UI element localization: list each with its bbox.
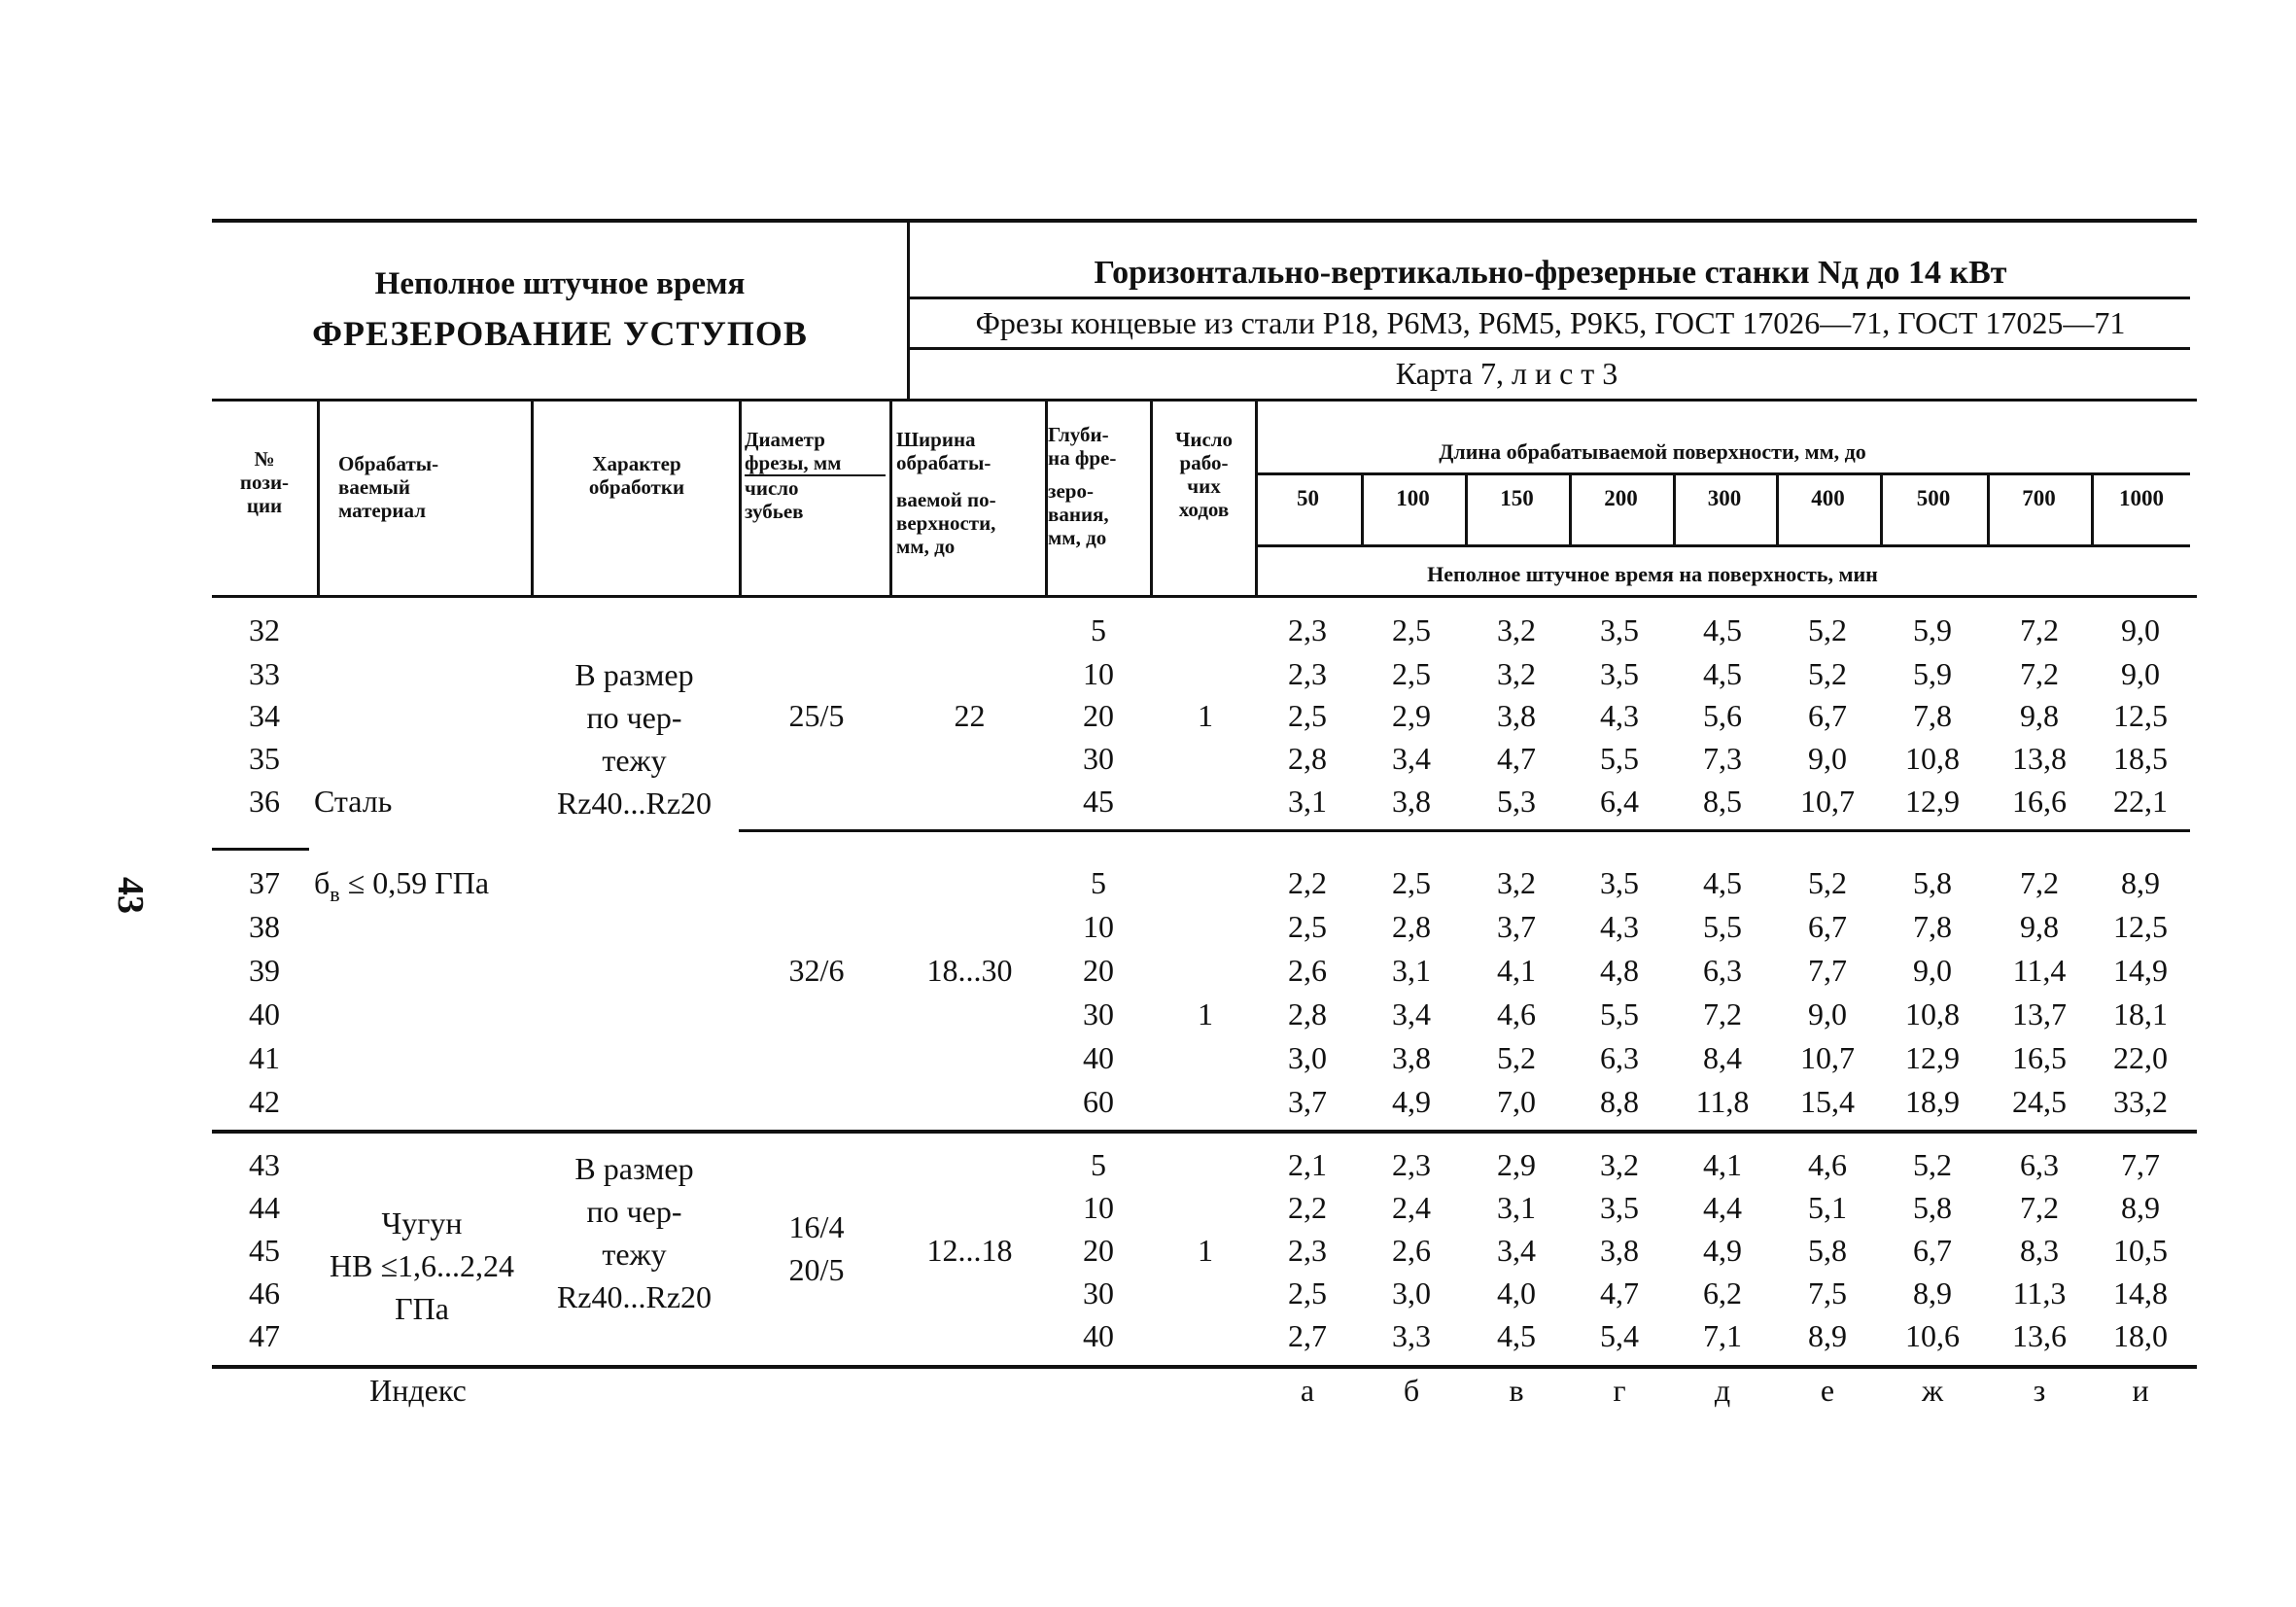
time-cell: 4,6 bbox=[1497, 996, 1536, 1031]
col-header-material-line: материал bbox=[338, 499, 426, 522]
time-cell: 13,7 bbox=[2012, 996, 2067, 1031]
col-header-passes-line: рабо- bbox=[1179, 451, 1229, 474]
time-cell: 10,8 bbox=[1905, 741, 1960, 776]
left-header-line2: ФРЕЗЕРОВАНИЕ УСТУПОВ bbox=[312, 314, 808, 353]
time-cell: 16,6 bbox=[2012, 784, 2067, 819]
position-cell: 37 bbox=[249, 865, 280, 900]
time-cell: 5,8 bbox=[1913, 865, 1952, 900]
width-cell: 22 bbox=[954, 698, 986, 733]
time-cell: 2,3 bbox=[1288, 1233, 1327, 1268]
time-cell: 10,7 bbox=[1800, 1040, 1855, 1075]
time-cell: 6,4 bbox=[1600, 784, 1639, 819]
time-cell: 7,8 bbox=[1913, 698, 1952, 733]
passes-cell: 1 bbox=[1198, 698, 1213, 733]
col-header-width-line: мм, до bbox=[896, 535, 956, 558]
time-cell: 3,7 bbox=[1497, 909, 1536, 944]
time-cell: 18,0 bbox=[2113, 1318, 2168, 1353]
col-header-width-line: обрабаты- bbox=[896, 451, 991, 474]
time-cell: 3,2 bbox=[1497, 612, 1536, 647]
depth-cell: 5 bbox=[1091, 1147, 1106, 1182]
time-cell: 5,2 bbox=[1808, 612, 1847, 647]
time-cell: 8,3 bbox=[2020, 1233, 2059, 1268]
col-header-width-line: Ширина bbox=[896, 428, 976, 451]
group2-rule bbox=[212, 1130, 2197, 1134]
position-cell: 36 bbox=[249, 784, 280, 819]
time-cell: 5,2 bbox=[1497, 1040, 1536, 1075]
time-cell: 4,5 bbox=[1703, 656, 1742, 691]
time-cell: 5,5 bbox=[1703, 909, 1742, 944]
time-cell: 9,0 bbox=[1808, 996, 1847, 1031]
strength-symbol: б bbox=[314, 865, 330, 900]
time-cell: 2,8 bbox=[1288, 741, 1327, 776]
time-cell: 4,8 bbox=[1600, 953, 1639, 988]
time-cell: 2,3 bbox=[1288, 612, 1327, 647]
time-cell: 4,9 bbox=[1703, 1233, 1742, 1268]
time-cell: 2,9 bbox=[1392, 698, 1431, 733]
time-cell: 7,2 bbox=[2020, 1190, 2059, 1225]
time-cell: 12,9 bbox=[1905, 1040, 1960, 1075]
depth-cell: 30 bbox=[1083, 1275, 1114, 1310]
time-cell: 7,1 bbox=[1703, 1318, 1742, 1353]
length-value-200: 200 bbox=[1604, 486, 1638, 510]
time-cell: 4,1 bbox=[1497, 953, 1536, 988]
passes-cell: 1 bbox=[1198, 996, 1213, 1031]
time-cell: 2,8 bbox=[1288, 996, 1327, 1031]
card-header: Карта 7, л и с т 3 bbox=[1395, 356, 1618, 391]
depth-cell: 20 bbox=[1083, 1233, 1114, 1268]
col-header-depth-line: мм, до bbox=[1048, 526, 1107, 549]
diameter-cell bbox=[748, 1205, 885, 1291]
time-cell: 5,4 bbox=[1600, 1318, 1639, 1353]
col-header-width-line: ваемой по- bbox=[896, 488, 996, 511]
time-cell: 6,2 bbox=[1703, 1275, 1742, 1310]
time-cell: 5,1 bbox=[1808, 1190, 1847, 1225]
table-row bbox=[0, 1147, 2296, 1190]
time-cell: 6,3 bbox=[1600, 1040, 1639, 1075]
time-cell: 4,5 bbox=[1703, 612, 1742, 647]
table-row bbox=[0, 741, 2296, 784]
time-cell: 2,5 bbox=[1392, 865, 1431, 900]
time-cell: 10,7 bbox=[1800, 784, 1855, 819]
time-cell: 3,0 bbox=[1392, 1275, 1431, 1310]
processing-line: тежу bbox=[602, 1237, 667, 1272]
time-cell: 9,0 bbox=[1913, 953, 1952, 988]
position-cell: 44 bbox=[249, 1190, 280, 1225]
machines-header: Горизонтально-вертикально-фрезерные станки Nд до 14 кВт bbox=[1094, 255, 2007, 291]
time-cell: 2,5 bbox=[1288, 1275, 1327, 1310]
time-cell: 2,9 bbox=[1497, 1147, 1536, 1182]
position-cell: 47 bbox=[249, 1318, 280, 1353]
time-cell: 5,3 bbox=[1497, 784, 1536, 819]
table-row bbox=[0, 953, 2296, 996]
col-header-passes-line: Число bbox=[1174, 428, 1234, 451]
depth-cell: 30 bbox=[1083, 741, 1114, 776]
depth-cell: 20 bbox=[1083, 698, 1114, 733]
diameter-cell: 25/5 bbox=[788, 698, 845, 733]
table-row bbox=[0, 909, 2296, 952]
material-line: Чугун bbox=[381, 1205, 463, 1240]
time-cell: 6,7 bbox=[1808, 698, 1847, 733]
index-value: д bbox=[1714, 1373, 1731, 1408]
col-header-position-line: ции bbox=[246, 494, 283, 517]
time-cell: 13,8 bbox=[2012, 741, 2067, 776]
time-cell: 3,8 bbox=[1392, 1040, 1431, 1075]
time-cell: 3,3 bbox=[1392, 1318, 1431, 1353]
index-value: г bbox=[1613, 1373, 1626, 1408]
time-cell: 5,9 bbox=[1913, 612, 1952, 647]
time-cell: 2,3 bbox=[1392, 1147, 1431, 1182]
time-cell: 3,1 bbox=[1392, 953, 1431, 988]
length-value-400: 400 bbox=[1811, 486, 1845, 510]
time-cell: 12,5 bbox=[2113, 909, 2168, 944]
time-cell: 3,8 bbox=[1600, 1233, 1639, 1268]
time-cell: 4,0 bbox=[1497, 1275, 1536, 1310]
header-rule-1 bbox=[909, 297, 2190, 299]
time-cell: 2,2 bbox=[1288, 865, 1327, 900]
processing-line: по чер- bbox=[586, 1194, 682, 1229]
position-cell: 43 bbox=[249, 1147, 280, 1182]
col-header-depth-line: зеро- bbox=[1048, 479, 1094, 503]
time-cell: 10,5 bbox=[2113, 1233, 2168, 1268]
diameter-line: 16/4 bbox=[788, 1209, 845, 1244]
depth-cell: 45 bbox=[1083, 784, 1114, 819]
index-label: Индекс bbox=[369, 1373, 467, 1408]
time-cell: 7,2 bbox=[2020, 865, 2059, 900]
length-value-150: 150 bbox=[1500, 486, 1534, 510]
time-cell: 3,4 bbox=[1392, 996, 1431, 1031]
header-divider bbox=[907, 219, 910, 400]
time-cell: 11,3 bbox=[2012, 1275, 2067, 1310]
col-header-depth-line: Глуби- bbox=[1048, 423, 1109, 446]
length-value-500: 500 bbox=[1916, 486, 1951, 510]
time-cell: 4,5 bbox=[1703, 865, 1742, 900]
time-cell: 15,4 bbox=[1800, 1084, 1855, 1119]
time-cell: 7,8 bbox=[1913, 909, 1952, 944]
time-cell: 2,8 bbox=[1392, 909, 1431, 944]
header-col-separator bbox=[317, 400, 320, 597]
col-header-position-line: № bbox=[254, 447, 275, 471]
time-cell: 6,3 bbox=[2020, 1147, 2059, 1182]
col-header-diameter-line: зубьев bbox=[745, 500, 804, 523]
col-header-diameter bbox=[745, 428, 886, 523]
time-cell: 13,6 bbox=[2012, 1318, 2067, 1353]
time-cell: 4,7 bbox=[1600, 1275, 1639, 1310]
time-cell: 18,5 bbox=[2113, 741, 2168, 776]
time-cell: 9,8 bbox=[2020, 909, 2059, 944]
position-cell: 38 bbox=[249, 909, 280, 944]
diameter-line: 20/5 bbox=[788, 1252, 845, 1287]
depth-cell: 20 bbox=[1083, 953, 1114, 988]
time-cell: 7,7 bbox=[2121, 1147, 2160, 1182]
material-cell: Сталь bbox=[314, 784, 393, 819]
time-cell: 2,7 bbox=[1288, 1318, 1327, 1353]
processing-line: В размер bbox=[574, 657, 694, 692]
time-cell: 3,1 bbox=[1288, 784, 1327, 819]
time-cell: 4,5 bbox=[1497, 1318, 1536, 1353]
processing-line: Rz40...Rz20 bbox=[556, 1279, 713, 1314]
header-col-separator bbox=[889, 400, 892, 597]
time-cell: 8,9 bbox=[1913, 1275, 1952, 1310]
position-cell: 40 bbox=[249, 996, 280, 1031]
group1-rule bbox=[739, 829, 2190, 832]
time-cell: 33,2 bbox=[2113, 1084, 2168, 1119]
time-cell: 16,5 bbox=[2012, 1040, 2067, 1075]
width-cell: 18...30 bbox=[926, 953, 1013, 988]
time-cell: 5,6 bbox=[1703, 698, 1742, 733]
material-line: НВ ≤1,6...2,24 bbox=[329, 1248, 514, 1283]
time-cell: 5,5 bbox=[1600, 741, 1639, 776]
depth-cell: 5 bbox=[1091, 865, 1106, 900]
index-value: б bbox=[1403, 1373, 1420, 1408]
depth-cell: 30 bbox=[1083, 996, 1114, 1031]
diameter-cell: 32/6 bbox=[788, 953, 845, 988]
processing-cell bbox=[530, 1147, 739, 1318]
time-cell: 8,5 bbox=[1703, 784, 1742, 819]
time-cell: 2,1 bbox=[1288, 1147, 1327, 1182]
time-cell: 3,4 bbox=[1497, 1233, 1536, 1268]
header-bottom-rule bbox=[212, 595, 2197, 598]
top-rule bbox=[212, 219, 2197, 223]
length-value-50: 50 bbox=[1297, 486, 1319, 510]
time-cell: 3,1 bbox=[1497, 1190, 1536, 1225]
col-header-material bbox=[338, 452, 523, 522]
time-cell: 12,5 bbox=[2113, 698, 2168, 733]
cutters-header: Фрезы концевые из стали Р18, Р6М3, Р6М5, Р9К5, ГОСТ 17026—71, ГОСТ 17025—71 bbox=[975, 305, 2126, 340]
time-cell: 4,4 bbox=[1703, 1190, 1742, 1225]
table-bottom-rule bbox=[212, 1365, 2197, 1369]
time-cell: 10,8 bbox=[1905, 996, 1960, 1031]
page-number: 43 bbox=[110, 877, 151, 914]
header-rule-2 bbox=[909, 347, 2190, 350]
left-header-line1: Неполное штучное время bbox=[374, 266, 746, 301]
time-cell: 18,9 bbox=[1905, 1084, 1960, 1119]
material-short-rule bbox=[212, 848, 309, 851]
time-cell: 3,2 bbox=[1497, 865, 1536, 900]
position-cell: 45 bbox=[249, 1233, 280, 1268]
time-cell: 7,7 bbox=[1808, 953, 1847, 988]
time-cell: 14,8 bbox=[2113, 1275, 2168, 1310]
time-cell: 6,7 bbox=[1913, 1233, 1952, 1268]
col-header-material-line: Обрабаты- bbox=[338, 452, 439, 475]
time-cell: 9,0 bbox=[1808, 741, 1847, 776]
time-cell: 5,8 bbox=[1913, 1190, 1952, 1225]
time-cell: 8,9 bbox=[2121, 865, 2160, 900]
table-row bbox=[0, 996, 2296, 1039]
time-cell: 7,2 bbox=[2020, 612, 2059, 647]
index-value: е bbox=[1820, 1373, 1835, 1408]
header-col-separator bbox=[739, 400, 742, 597]
time-cell: 18,1 bbox=[2113, 996, 2168, 1031]
col-header-processing bbox=[544, 452, 729, 499]
position-cell: 39 bbox=[249, 953, 280, 988]
time-cell: 9,8 bbox=[2020, 698, 2059, 733]
time-cell: 3,7 bbox=[1288, 1084, 1327, 1119]
time-cell: 3,2 bbox=[1497, 656, 1536, 691]
time-cell: 22,0 bbox=[2113, 1040, 2168, 1075]
col-header-processing-line: обработки bbox=[588, 475, 685, 499]
processing-cell bbox=[530, 653, 739, 824]
processing-line: В размер bbox=[574, 1151, 694, 1186]
depth-cell: 40 bbox=[1083, 1318, 1114, 1353]
time-cell: 2,5 bbox=[1392, 612, 1431, 647]
time-cell: 2,3 bbox=[1288, 656, 1327, 691]
time-cell: 2,5 bbox=[1288, 698, 1327, 733]
time-cell: 11,8 bbox=[1695, 1084, 1750, 1119]
strength-subscript: в bbox=[330, 882, 340, 906]
col-header-depth bbox=[1048, 423, 1150, 549]
time-cell: 4,3 bbox=[1600, 698, 1639, 733]
position-cell: 46 bbox=[249, 1275, 280, 1310]
header-col-separator bbox=[531, 400, 534, 597]
processing-line: Rz40...Rz20 bbox=[556, 786, 713, 821]
time-cell: 2,4 bbox=[1392, 1190, 1431, 1225]
time-cell: 5,8 bbox=[1808, 1233, 1847, 1268]
time-cell: 9,0 bbox=[2121, 612, 2160, 647]
processing-line: по чер- bbox=[586, 700, 682, 735]
time-cell: 11,4 bbox=[2012, 953, 2067, 988]
index-value: з bbox=[2033, 1373, 2046, 1408]
position-cell: 34 bbox=[249, 698, 280, 733]
col-header-position bbox=[216, 447, 313, 517]
col-header-depth-line: на фре- bbox=[1048, 446, 1117, 470]
col-header-diameter-line: число bbox=[745, 476, 799, 500]
length-rule-top bbox=[1257, 472, 2190, 475]
time-cell: 5,2 bbox=[1913, 1147, 1952, 1182]
time-cell: 22,1 bbox=[2113, 784, 2168, 819]
time-cell: 5,5 bbox=[1600, 996, 1639, 1031]
depth-cell: 10 bbox=[1083, 656, 1114, 691]
position-cell: 33 bbox=[249, 656, 280, 691]
material-cell bbox=[309, 1202, 535, 1330]
time-cell: 8,9 bbox=[1808, 1318, 1847, 1353]
col-header-diameter-line: Диаметр bbox=[745, 428, 825, 451]
time-cell: 3,2 bbox=[1600, 1147, 1639, 1182]
time-cell: 9,0 bbox=[2121, 656, 2160, 691]
strength-limit: ≤ 0,59 ГПа bbox=[339, 865, 490, 900]
col-header-passes bbox=[1153, 428, 1255, 521]
position-cell: 41 bbox=[249, 1040, 280, 1075]
depth-cell: 5 bbox=[1091, 612, 1106, 647]
time-cell: 10,6 bbox=[1905, 1318, 1960, 1353]
time-cell: 7,0 bbox=[1497, 1084, 1536, 1119]
time-cell: 2,5 bbox=[1392, 656, 1431, 691]
length-value-300: 300 bbox=[1707, 486, 1742, 510]
col-header-width bbox=[896, 428, 1042, 558]
time-cell: 3,8 bbox=[1392, 784, 1431, 819]
time-cell: 3,5 bbox=[1600, 656, 1639, 691]
time-title: Неполное штучное время на поверхность, мин bbox=[1427, 562, 1878, 586]
passes-cell: 1 bbox=[1198, 1233, 1213, 1268]
material-line: ГПа bbox=[395, 1291, 449, 1326]
time-cell: 7,2 bbox=[1703, 996, 1742, 1031]
table-row bbox=[0, 1084, 2296, 1127]
time-cell: 4,6 bbox=[1808, 1147, 1847, 1182]
index-value: в bbox=[1509, 1373, 1524, 1408]
time-cell: 4,3 bbox=[1600, 909, 1639, 944]
time-cell: 3,5 bbox=[1600, 1190, 1639, 1225]
length-value-700: 700 bbox=[2022, 486, 2056, 510]
col-header-material-line: ваемый bbox=[338, 475, 410, 499]
material-strength-cell bbox=[314, 865, 490, 906]
time-cell: 4,1 bbox=[1703, 1147, 1742, 1182]
time-cell: 3,5 bbox=[1600, 612, 1639, 647]
table-row bbox=[0, 698, 2296, 741]
col-header-passes-line: ходов bbox=[1178, 498, 1230, 521]
position-cell: 35 bbox=[249, 741, 280, 776]
col-header-width-line: верхности, bbox=[896, 511, 996, 535]
time-cell: 5,2 bbox=[1808, 656, 1847, 691]
time-cell: 6,7 bbox=[1808, 909, 1847, 944]
index-value: ж bbox=[1921, 1373, 1944, 1408]
time-cell: 3,0 bbox=[1288, 1040, 1327, 1075]
position-cell: 42 bbox=[249, 1084, 280, 1119]
position-cell: 32 bbox=[249, 612, 280, 647]
depth-cell: 10 bbox=[1083, 909, 1114, 944]
time-cell: 14,9 bbox=[2113, 953, 2168, 988]
length-rule-bottom bbox=[1257, 544, 2190, 547]
index-value: а bbox=[1300, 1373, 1315, 1408]
table-row bbox=[0, 612, 2296, 655]
time-cell: 7,2 bbox=[2020, 656, 2059, 691]
width-cell: 12...18 bbox=[926, 1233, 1013, 1268]
length-title: Длина обрабатываемой поверхности, мм, до bbox=[1439, 439, 1866, 464]
depth-cell: 10 bbox=[1083, 1190, 1114, 1225]
col-header-depth-line: вания, bbox=[1048, 503, 1109, 526]
depth-cell: 60 bbox=[1083, 1084, 1114, 1119]
time-cell: 3,5 bbox=[1600, 865, 1639, 900]
time-cell: 12,9 bbox=[1905, 784, 1960, 819]
header-rule-3 bbox=[212, 399, 2197, 402]
time-cell: 2,2 bbox=[1288, 1190, 1327, 1225]
time-cell: 5,2 bbox=[1808, 865, 1847, 900]
time-cell: 4,7 bbox=[1497, 741, 1536, 776]
time-cell: 2,6 bbox=[1392, 1233, 1431, 1268]
time-cell: 2,5 bbox=[1288, 909, 1327, 944]
time-cell: 24,5 bbox=[2012, 1084, 2067, 1119]
time-cell: 2,6 bbox=[1288, 953, 1327, 988]
time-cell: 7,5 bbox=[1808, 1275, 1847, 1310]
time-cell: 8,8 bbox=[1600, 1084, 1639, 1119]
time-cell: 5,9 bbox=[1913, 656, 1952, 691]
col-header-passes-line: чих bbox=[1187, 474, 1221, 498]
time-cell: 4,9 bbox=[1392, 1084, 1431, 1119]
depth-cell: 40 bbox=[1083, 1040, 1114, 1075]
table-row bbox=[0, 1040, 2296, 1083]
time-cell: 8,9 bbox=[2121, 1190, 2160, 1225]
index-value: и bbox=[2132, 1373, 2149, 1408]
col-header-diameter-line: фрезы, мм bbox=[745, 451, 886, 476]
processing-line: тежу bbox=[602, 743, 667, 778]
time-cell: 6,3 bbox=[1703, 953, 1742, 988]
length-value-100: 100 bbox=[1396, 486, 1430, 510]
time-cell: 3,4 bbox=[1392, 741, 1431, 776]
table-row bbox=[0, 656, 2296, 699]
col-header-processing-line: Характер bbox=[592, 452, 681, 475]
time-cell: 7,3 bbox=[1703, 741, 1742, 776]
length-value-1000: 1000 bbox=[2119, 486, 2164, 510]
time-cell: 3,8 bbox=[1497, 698, 1536, 733]
time-cell: 8,4 bbox=[1703, 1040, 1742, 1075]
col-header-position-line: пози- bbox=[239, 471, 290, 494]
